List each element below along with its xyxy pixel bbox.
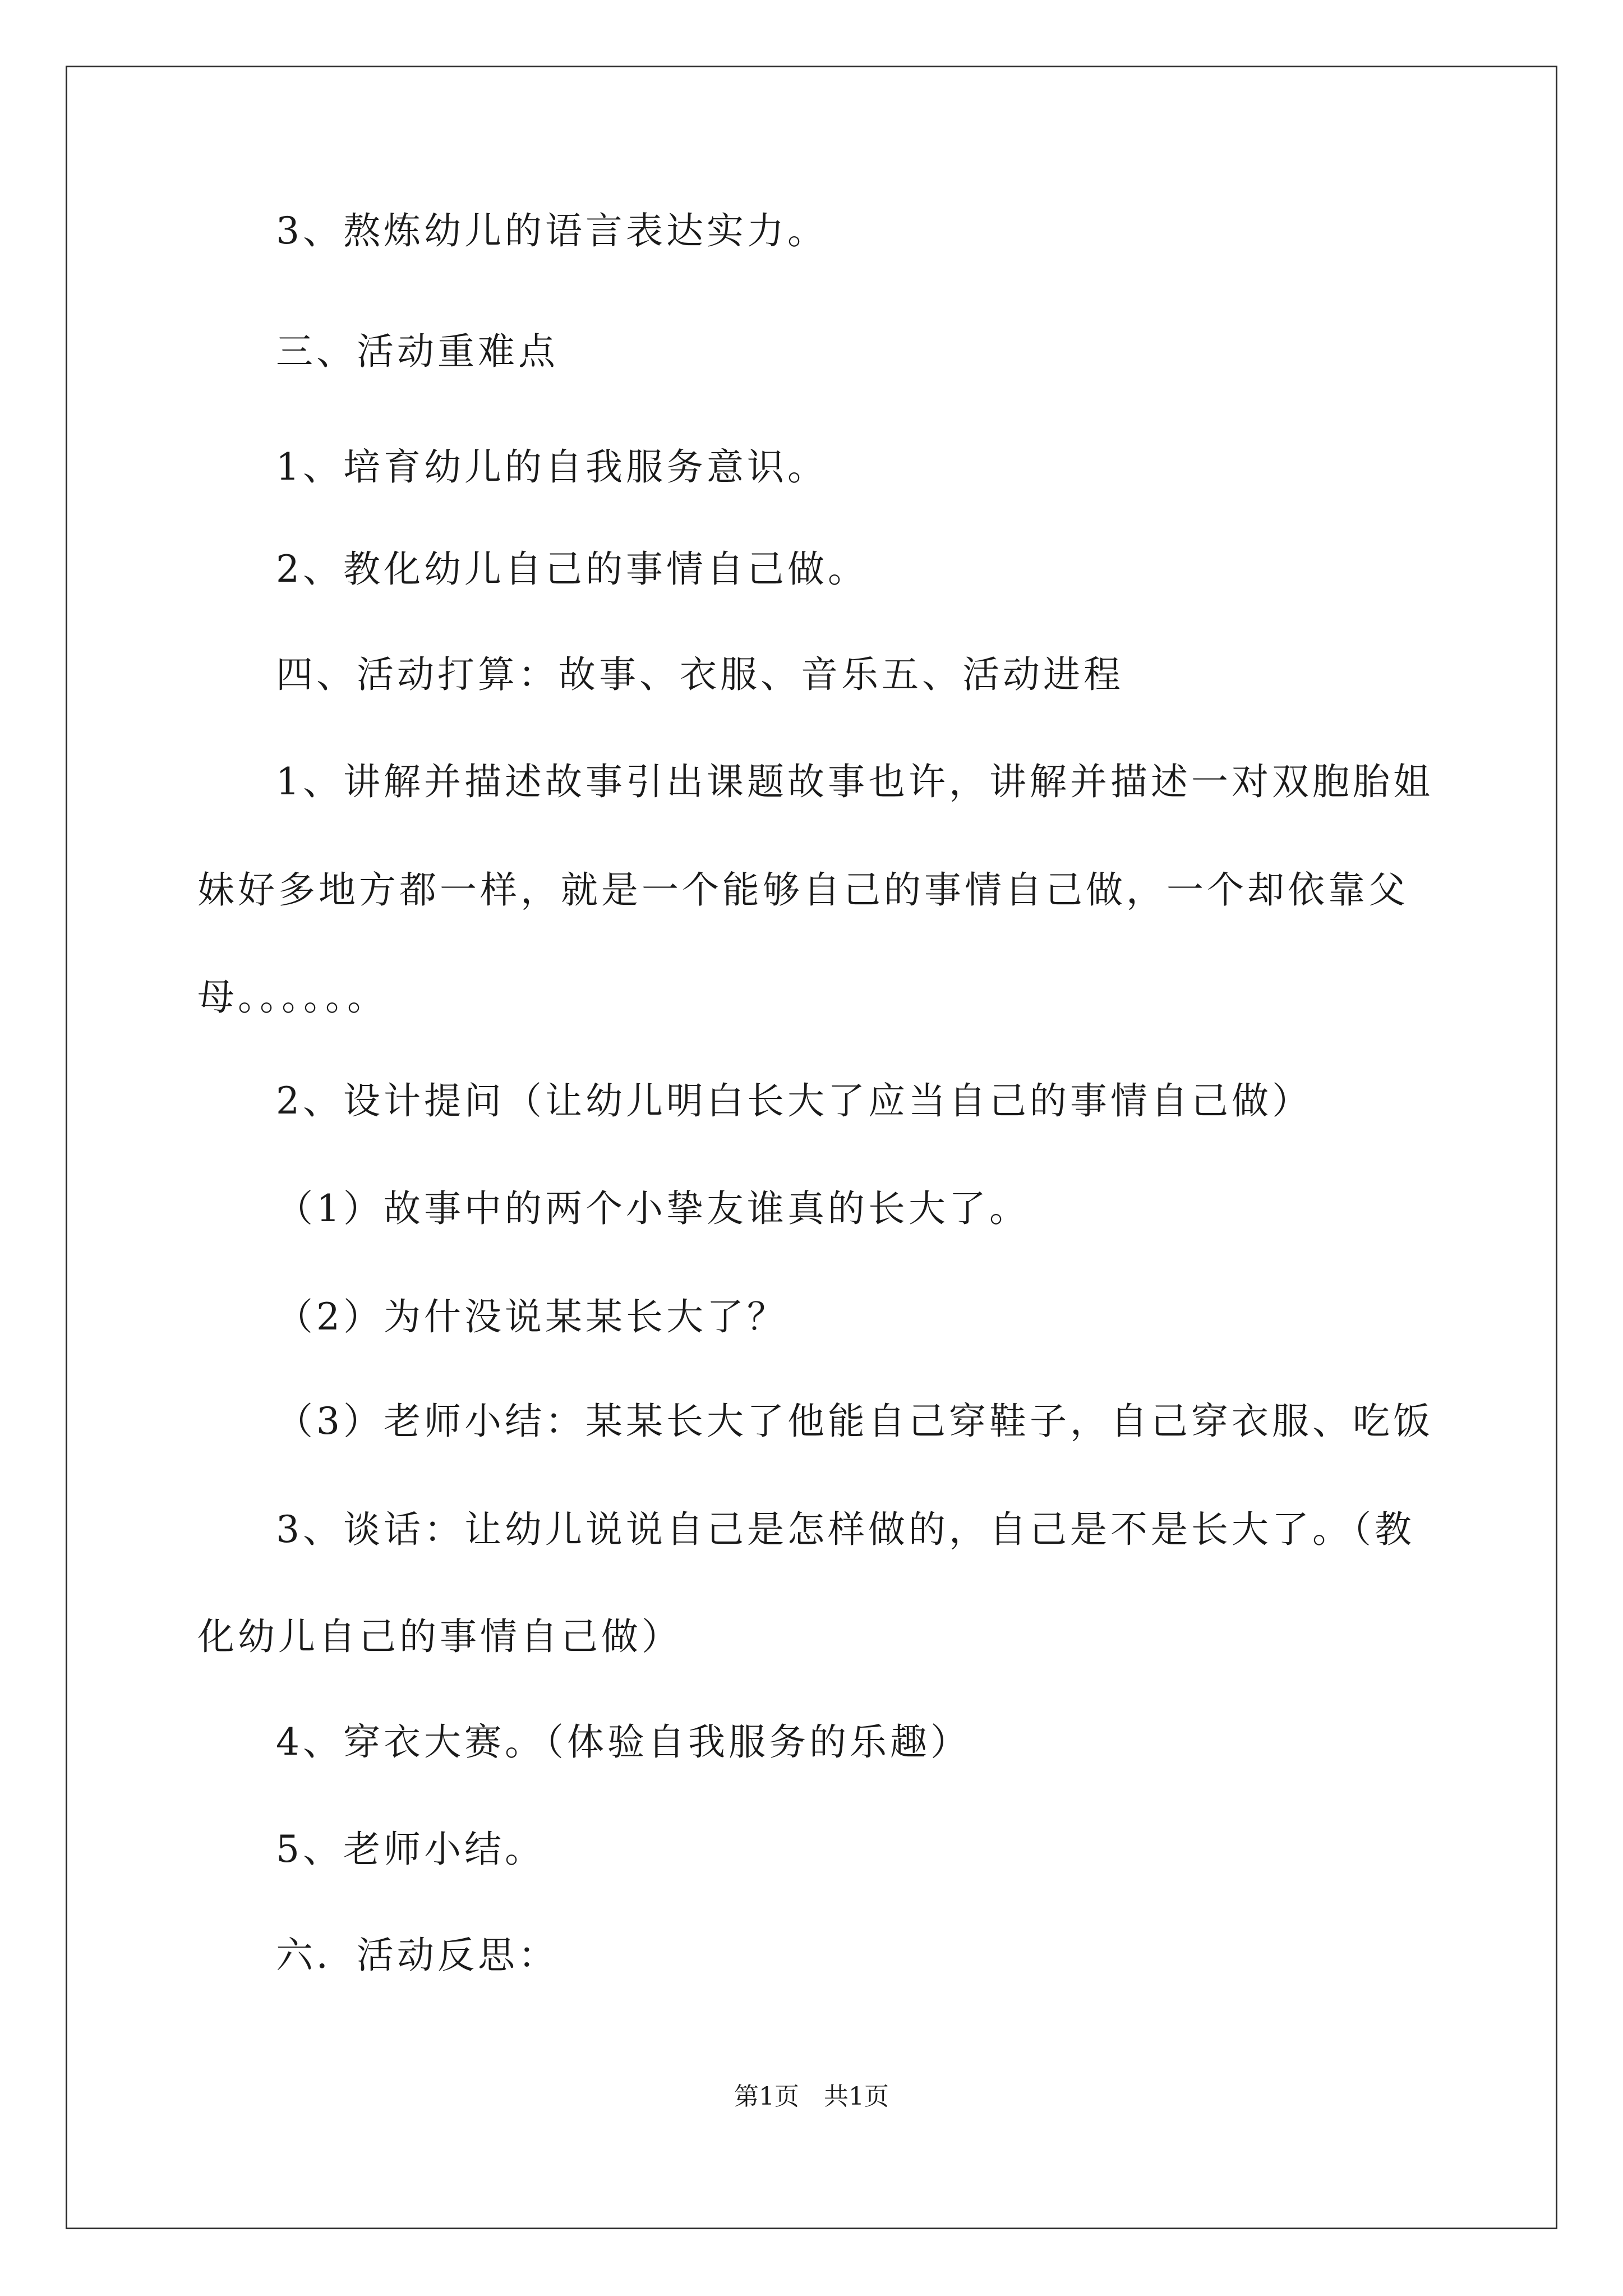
page-border — [66, 66, 1557, 2229]
paragraph-line: 4、穿衣大赛。（体验自我服务的乐趣） — [276, 1720, 971, 1764]
paragraph-line: 3、谈话：让幼儿说说自己是怎样做的，自己是不是长大了。（教 — [276, 1508, 1415, 1551]
paragraph-line: （2）为什没说某某长大了？ — [276, 1295, 787, 1338]
paragraph-line: 3、熬炼幼儿的语言表达实力。 — [276, 209, 828, 252]
paragraph-line: （3）老师小结：某某长大了他能自己穿鞋子，自己穿衣服、吃饭 — [276, 1400, 1433, 1443]
paragraph-line: 1、讲解并描述故事引出课题故事也许，讲解并描述一对双胞胎姐 — [276, 760, 1433, 803]
section-heading: 三、活动重难点 — [276, 330, 559, 373]
page-footer: 第1页 共1页 — [734, 2082, 889, 2111]
paragraph-line: 2、教化幼儿自己的事情自己做。 — [276, 547, 868, 591]
section-heading: 四、活动打算：故事、衣服、音乐五、活动进程 — [276, 653, 1124, 696]
paragraph-line: 2、设计提问（让幼儿明白长大了应当自己的事情自己做） — [276, 1079, 1312, 1122]
paragraph-line: （1）故事中的两个小挚友谁真的长大了。 — [276, 1187, 1030, 1230]
paragraph-line: 化幼儿自己的事情自己做） — [197, 1615, 682, 1658]
section-heading: 六．活动反思： — [276, 1934, 559, 1977]
paragraph-line: 1、培育幼儿的自我服务意识。 — [276, 445, 828, 489]
paragraph-line: 母。。。。。。 — [197, 976, 388, 1019]
paragraph-line: 5、老师小结。 — [276, 1828, 545, 1871]
paragraph-line: 妹好多地方都一样，就是一个能够自己的事情自己做，一个却依靠父 — [197, 868, 1409, 912]
